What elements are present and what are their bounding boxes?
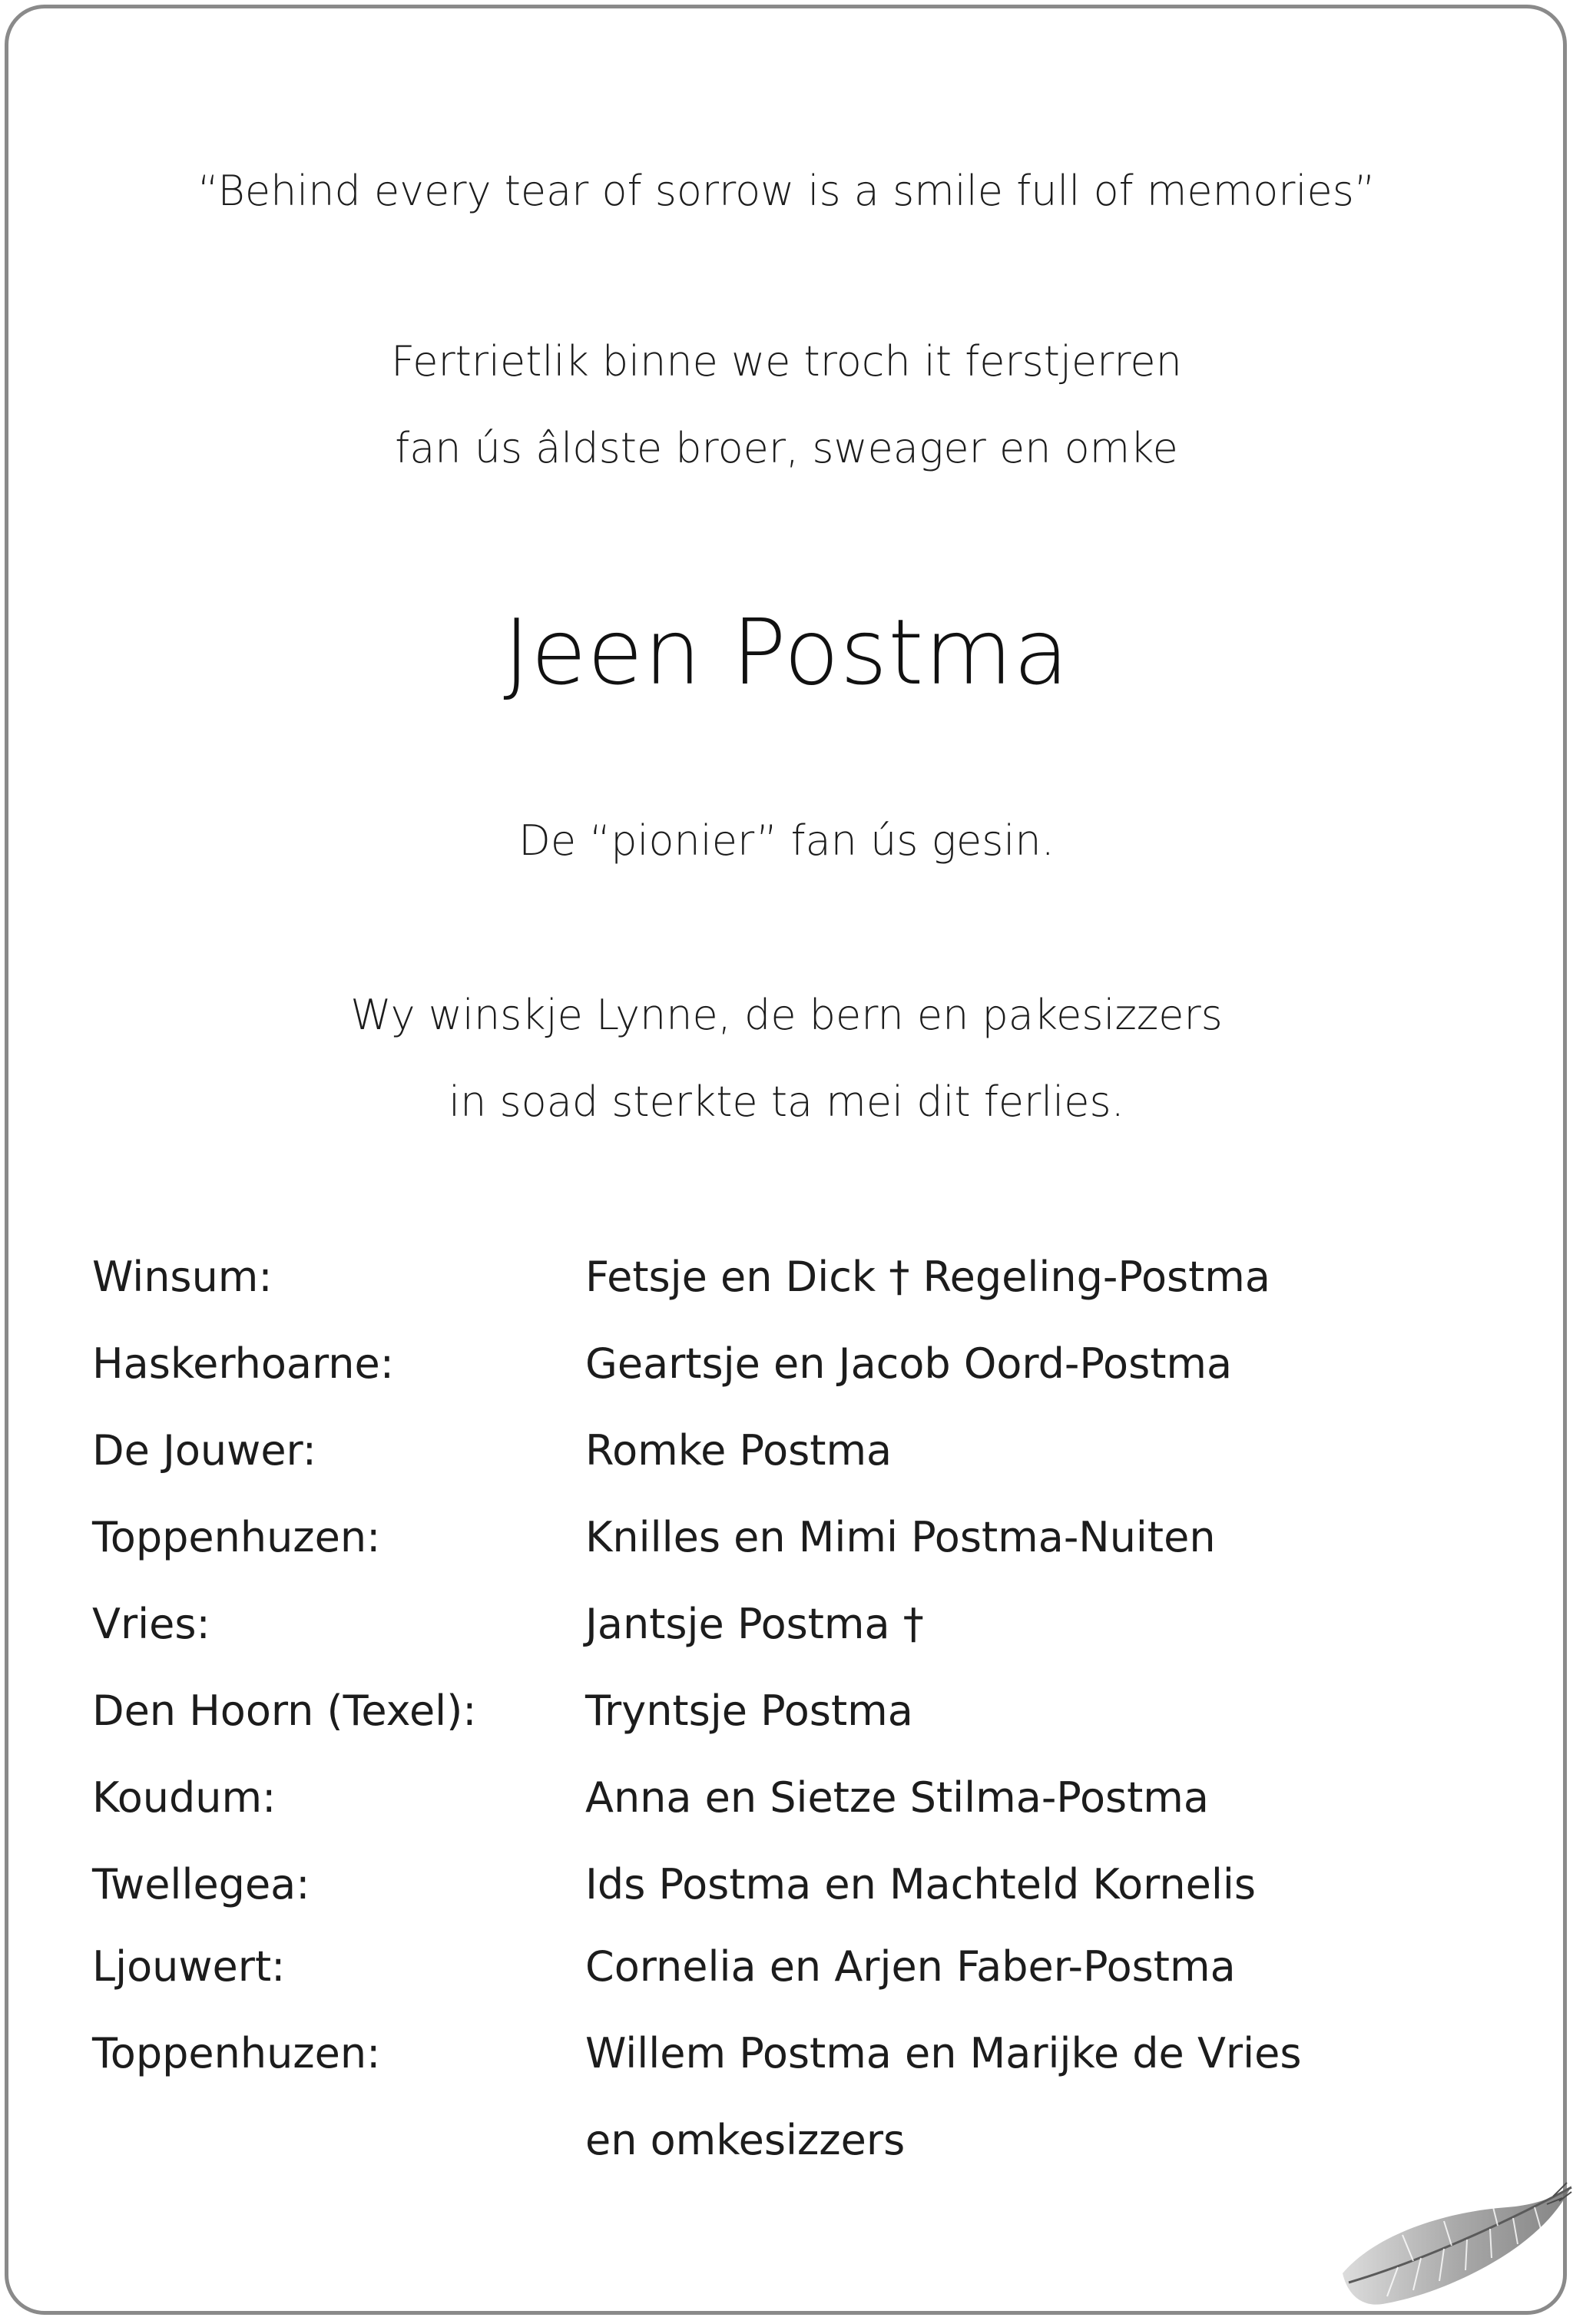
family-place: Den Hoorn (Texel): bbox=[92, 1687, 477, 1735]
tagline: De “pionier” fan ús gesin. bbox=[518, 816, 1055, 865]
family-members: Willem Postma en Marijke de Vries bbox=[585, 2029, 1302, 2077]
family-members: Anna en Sietze Stilma-Postma bbox=[585, 1773, 1209, 1822]
family-members: Jantsje Postma † bbox=[585, 1600, 924, 1648]
family-members: Ids Postma en Machteld Kornelis bbox=[585, 1860, 1256, 1909]
intro-line-1: Fertrietlik binne we troch it ferstjerren bbox=[391, 337, 1182, 386]
feather-icon bbox=[1329, 2181, 1573, 2321]
family-members: Knilles en Mimi Postma-Nuiten bbox=[585, 1513, 1216, 1561]
family-row bbox=[0, 1513, 1573, 1571]
family-members: Romke Postma bbox=[585, 1426, 892, 1475]
family-members: Geartsje en Jacob Oord-Postma bbox=[585, 1339, 1233, 1388]
memorial-quote: “Behind every tear of sorrow is a smile full of memories” bbox=[197, 167, 1376, 215]
family-row bbox=[0, 2116, 1573, 2173]
family-row bbox=[0, 1339, 1573, 1397]
deceased-name: Jeen Postma bbox=[503, 599, 1070, 705]
wish-line-1: Wy winskje Lynne, de bern en pakesizzers bbox=[350, 991, 1223, 1039]
family-place: Koudum: bbox=[92, 1773, 277, 1822]
family-place: Toppenhuzen: bbox=[92, 1513, 381, 1561]
family-members: en omkesizzers bbox=[585, 2116, 906, 2164]
family-row bbox=[0, 1773, 1573, 1831]
wish-line-2: in soad sterkte ta mei dit ferlies. bbox=[449, 1078, 1124, 1126]
family-place: Haskerhoarne: bbox=[92, 1339, 394, 1388]
family-row bbox=[0, 1253, 1573, 1310]
family-row bbox=[0, 1942, 1573, 2000]
family-place: Ljouwert: bbox=[92, 1942, 286, 1991]
intro-line-2: fan ús âldste broer, sweager en omke bbox=[395, 424, 1178, 472]
family-place: Winsum: bbox=[92, 1253, 273, 1301]
family-place: De Jouwer: bbox=[92, 1426, 316, 1475]
family-members: Tryntsje Postma bbox=[585, 1687, 913, 1735]
family-row bbox=[0, 1687, 1573, 1744]
family-row bbox=[0, 2029, 1573, 2087]
family-members: Cornelia en Arjen Faber-Postma bbox=[585, 1942, 1236, 1991]
family-members: Fetsje en Dick † Regeling-Postma bbox=[585, 1253, 1271, 1301]
family-place: Twellegea: bbox=[92, 1860, 310, 1909]
family-place: Toppenhuzen: bbox=[92, 2029, 381, 2077]
family-row bbox=[0, 1426, 1573, 1484]
family-place: Vries: bbox=[92, 1600, 210, 1648]
family-row bbox=[0, 1860, 1573, 1918]
family-row bbox=[0, 1600, 1573, 1657]
